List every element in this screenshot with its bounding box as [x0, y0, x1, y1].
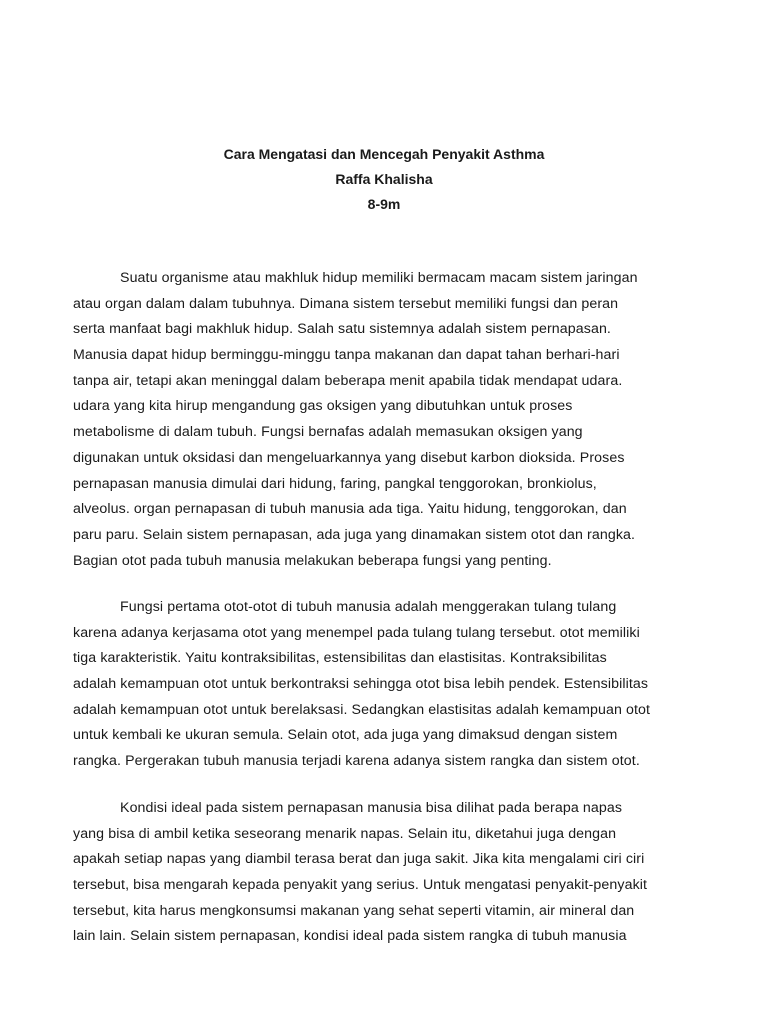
paragraph-line: Manusia dapat hidup berminggu-minggu tanpa makanan dan dapat tahan berhari-hari — [73, 347, 620, 364]
paragraph-line: atau organ dalam dalam tubuhnya. Dimana sistem tersebut memiliki fungsi dan peran — [73, 295, 619, 312]
paragraph-2 — [73, 595, 703, 775]
document-title: Cara Mengatasi dan Mencegah Penyakit Asthma — [223, 146, 545, 162]
paragraph-line: pernapasan manusia dimulai dari hidung, faring, pangkal tenggorokan, bronkiolus, — [73, 475, 597, 492]
paragraph-line: Kondisi ideal pada sistem pernapasan manusia bisa dilihat pada berapa napas — [120, 800, 623, 816]
paragraph-line: Fungsi pertama otot-otot di tubuh manusia adalah menggerakan tulang tulang — [120, 599, 617, 615]
paragraph-line: tanpa air, tetapi akan meninggal dalam beberapa menit apabila tidak mendapat udara. — [73, 372, 623, 389]
document-class: 8-9m — [367, 196, 401, 212]
paragraph-1 — [73, 266, 703, 574]
paragraph-line: rangka. Pergerakan tubuh manusia terjadi karena adanya sistem rangka dan sistem otot. — [73, 753, 640, 770]
paragraph-line: lain lain. Selain sistem pernapasan, kondisi ideal pada sistem rangka di tubuh manusia — [73, 928, 627, 945]
paragraph-line: digunakan untuk oksidasi dan mengeluarkannya yang disebut karbon dioksida. Proses — [73, 449, 625, 466]
paragraph-line: tersebut, bisa mengarah kepada penyakit yang serius. Untuk mengatasi penyakit-penyakit — [73, 877, 648, 894]
paragraph-line: adalah kemampuan otot untuk berelaksasi. Sedangkan elastisitas adalah kemampuan otot — [73, 701, 651, 718]
paragraph-line: Suatu organisme atau makhluk hidup memiliki bermacam macam sistem jaringan — [120, 270, 638, 286]
paragraph-line: untuk kembali ke ukuran semula. Selain otot, ada juga yang dimaksud dengan sistem — [73, 727, 618, 744]
paragraph-line: alveolus. organ pernapasan di tubuh manusia ada tiga. Yaitu hidung, tenggorokan, dan — [73, 501, 627, 518]
paragraph-line: apakah setiap napas yang diambil terasa berat dan juga sakit. Jika kita mengalami ciri ciri — [73, 851, 645, 868]
paragraph-line: adalah kemampuan otot untuk berkontraksi sehingga otot bisa lebih pendek. Estensibilitas — [73, 676, 649, 693]
paragraph-line: udara yang kita hirup mengandung gas oksigen yang dibutuhkan untuk proses — [73, 398, 573, 415]
paragraph-line: Bagian otot pada tubuh manusia melakukan beberapa fungsi yang penting. — [73, 552, 552, 569]
paragraph-line: karena adanya kerjasama otot yang menempel pada tulang tulang tersebut. otot memiliki — [73, 624, 640, 641]
paragraph-line: tiga karakteristik. Yaitu kontraksibilitas, estensibilitas dan elastisitas. Kontraksibilitas — [73, 650, 607, 667]
paragraph-3 — [73, 796, 703, 950]
paragraph-line: yang bisa di ambil ketika seseorang menarik napas. Selain itu, diketahui juga dengan — [73, 825, 617, 842]
paragraph-line: serta manfaat bagi makhluk hidup. Salah satu sistemnya adalah sistem pernapasan. — [73, 321, 611, 338]
paragraph-line: tersebut, kita harus mengkonsumsi makanan yang sehat seperti vitamin, air mineral dan — [73, 902, 635, 919]
paragraph-line: metabolisme di dalam tubuh. Fungsi bernafas adalah memasukan oksigen yang — [73, 424, 583, 441]
document-author: Raffa Khalisha — [335, 171, 433, 187]
paragraph-line: paru paru. Selain sistem pernapasan, ada juga yang dinamakan sistem otot dan rangka. — [73, 526, 636, 543]
